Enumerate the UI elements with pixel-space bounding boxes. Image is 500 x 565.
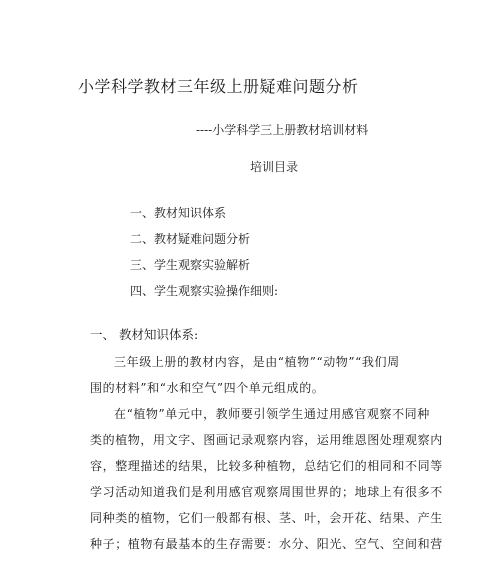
toc-item: 三、学生观察实验解析 — [130, 258, 251, 272]
paragraph-line: 类的植物，用文字、图画记录观察内容，运用维恩图处理观察内 — [90, 433, 443, 447]
paragraph-line: 同种类的植物，它们一般都有根、茎、叶，会开花、结果、产生 — [90, 511, 443, 525]
toc-item: 一、教材知识体系 — [130, 206, 227, 220]
paragraph-line: 三年级上册的教材内容，是由“植物”“动物”“我们周 — [114, 355, 400, 369]
document-title: 小学科学教材三年级上册疑难问题分析 — [78, 77, 359, 96]
paragraph-line: 种子；植物有最基本的生存需要：水分、阳光、空气、空间和营 — [90, 537, 443, 551]
toc-item: 四、学生观察实验操作细则: — [130, 284, 279, 298]
section-heading: 一、 教材知识体系: — [90, 327, 199, 342]
document-subtitle: ----小学科学三上册教材培训材料 — [196, 123, 369, 137]
toc-item: 二、教材疑难问题分析 — [130, 232, 251, 246]
paragraph-line: 容，整理描述的结果，比较多种植物，总结它们的相同和不同等 — [90, 459, 443, 473]
paragraph-line: 围的材料”和“水和空气”四个单元组成的。 — [90, 381, 325, 395]
paragraph-line: 在“植物”单元中，教师要引领学生通过用感官观察不同种 — [114, 407, 430, 421]
paragraph-line: 学习活动知道我们是利用感官观察周围世界的；地球上有很多不 — [90, 485, 443, 499]
toc-heading: 培训目录 — [250, 160, 299, 174]
